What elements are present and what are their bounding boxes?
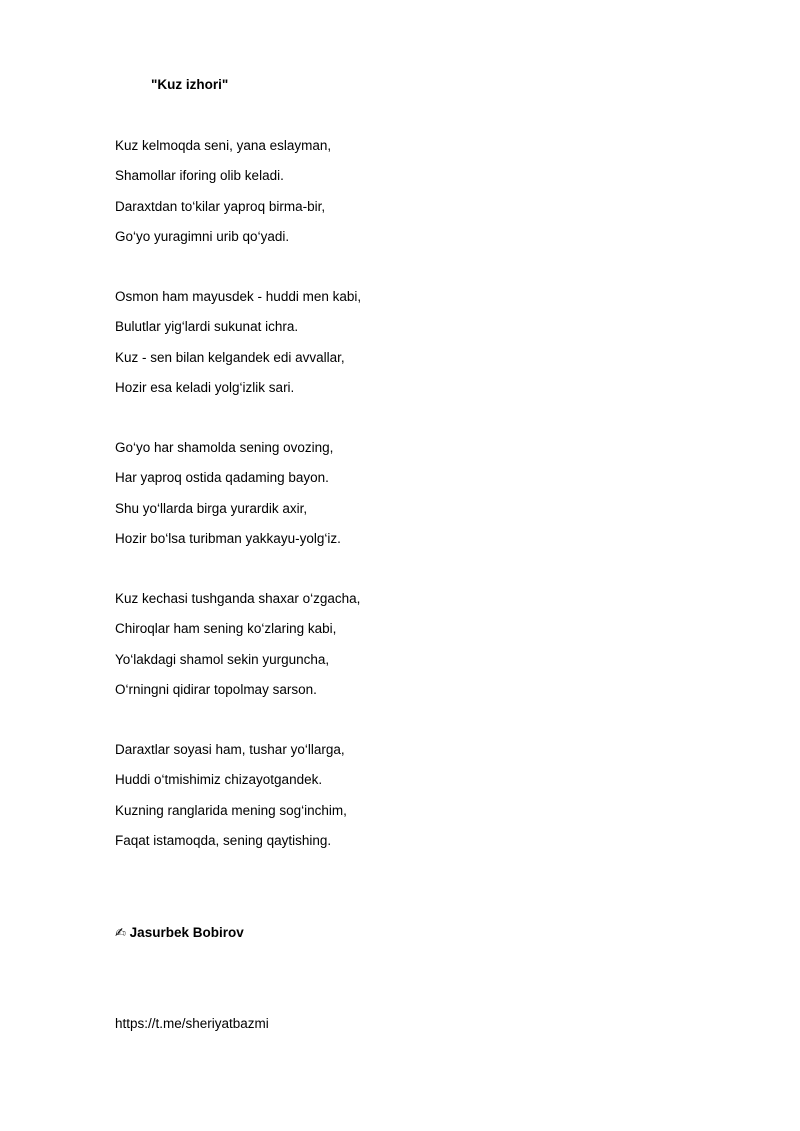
poem-line: Bulutlar yig‘lardi sukunat ichra. [115, 319, 299, 335]
poem-line: Shamollar iforing olib keladi. [115, 168, 284, 184]
stanza-3 [115, 439, 341, 560]
stanza-4 [115, 590, 360, 711]
poem-line: Har yaproq ostida qadaming bayon. [115, 470, 329, 486]
poem-line: Osmon ham mayusdek - huddi men kabi, [115, 289, 362, 304]
poem-line: Kuz kelmoqda seni, yana eslayman, [115, 138, 332, 153]
poem-line: Go‘yo har shamolda sening ovozing, [115, 440, 334, 455]
poem-line: Go‘yo yuragimni urib qo‘yadi. [115, 228, 290, 244]
poem-title: "Kuz izhori" [151, 77, 229, 92]
poem-line: Yo‘lakdagi shamol sekin yurguncha, [115, 651, 330, 667]
author-name: Jasurbek Bobirov [129, 925, 244, 940]
poem-line: Kuzning ranglarida mening sog‘inchim, [115, 802, 347, 818]
poem-line: Faqat istamoqda, sening qaytishing. [115, 832, 332, 848]
poem-line: Shu yo‘llarda birga yurardik axir, [115, 500, 308, 516]
poem-line: Hozir esa keladi yolg‘izlik sari. [115, 379, 295, 395]
poem-line: Kuz kechasi tushganda shaxar o‘zgacha, [115, 591, 361, 606]
stanza-1 [115, 137, 331, 258]
author-signature [115, 924, 244, 943]
poem-line: Kuz - sen bilan kelgandek edi avvallar, [115, 349, 345, 365]
poem-line: Daraxtlar soyasi ham, tushar yo‘llarga, [115, 742, 345, 757]
stanza-2 [115, 288, 361, 409]
telegram-link[interactable]: https://t.me/sheriyatbazmi [115, 1016, 269, 1031]
poem-line: Huddi o‘tmishimiz chizayotgandek. [115, 772, 323, 788]
poem-line: Chiroqlar ham sening ko‘zlaring kabi, [115, 621, 337, 637]
poem-line: Hozir bo‘lsa turibman yakkayu-yolg‘iz. [115, 530, 341, 546]
poem-line: O‘rningni qidirar topolmay sarson. [115, 681, 317, 697]
writing-hand-icon: ✍ [115, 926, 126, 941]
poem-line: Daraxtdan to‘kilar yaproq birma-bir, [115, 198, 326, 214]
stanza-5 [115, 741, 347, 862]
